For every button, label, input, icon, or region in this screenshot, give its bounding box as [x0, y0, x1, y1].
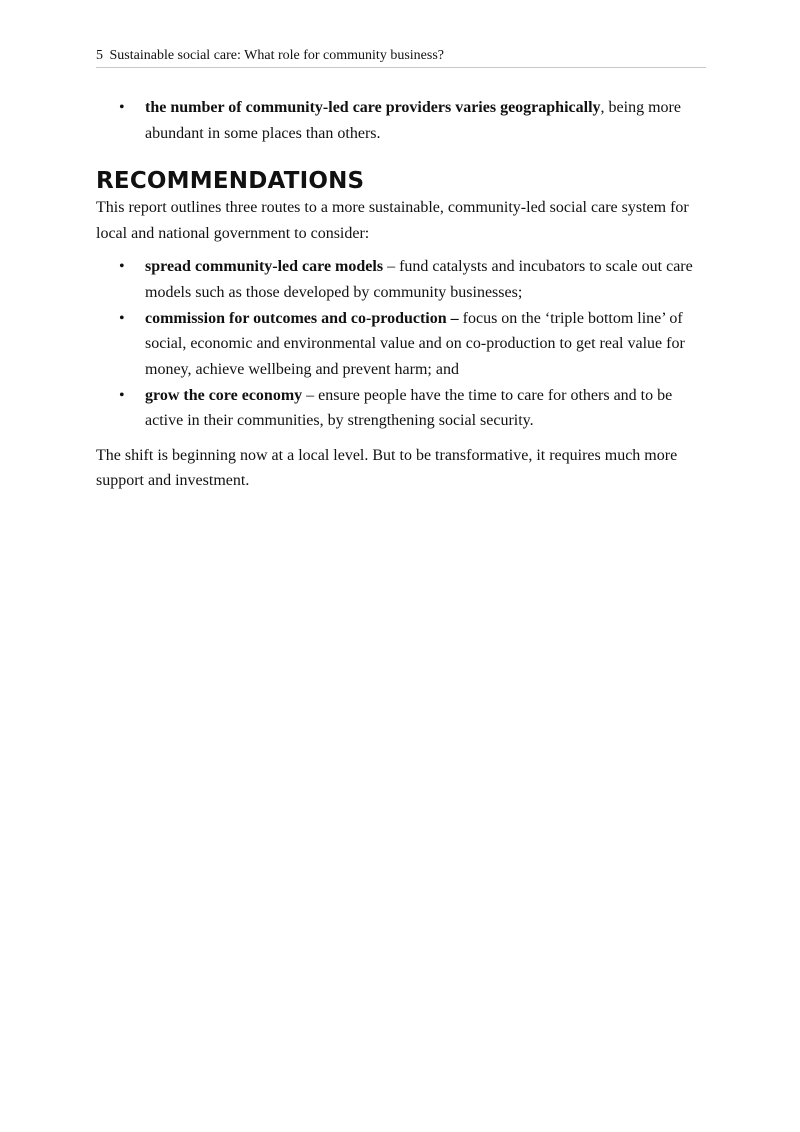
- bullet-icon: •: [119, 258, 125, 275]
- recommendation-text: – ensure people have the time to care for others and to be active in their communities, by strengthening social security.: [145, 386, 673, 429]
- list-item: [96, 383, 708, 434]
- list-item: [96, 306, 708, 383]
- bullet-icon: •: [119, 386, 125, 404]
- recommendation-text: focus on the ‘triple bottom line’ of social, economic and environmental value and on co-production to get real value for money, achieve wellbeing and prevent harm; and: [145, 309, 685, 378]
- list-item: [96, 254, 708, 305]
- main-content: [96, 95, 708, 494]
- running-header: [96, 47, 706, 68]
- bullet-text: , being more abundant in some places than others.: [145, 99, 681, 142]
- bullet-icon: •: [119, 99, 125, 116]
- recommendation-title: commission for outcomes and co-production –: [145, 309, 459, 327]
- recommendation-title: grow the core economy: [145, 386, 303, 404]
- bullet-bold-text: the number of community-led care providers varies geographically: [145, 99, 601, 116]
- list-item: [96, 95, 708, 146]
- page-number: 5: [96, 48, 103, 63]
- section-heading: RECOMMENDATIONS: [96, 168, 365, 194]
- recommendations-list: [96, 254, 708, 434]
- closing-paragraph: The shift is beginning now at a local level. But to be transformative, it requires much more support and investment.: [96, 446, 678, 489]
- recommendations-intro: This report outlines three routes to a more sustainable, community-led social care system for local and national government to consider:: [96, 199, 689, 242]
- recommendation-text: – fund catalysts and incubators to scale out care models such as those developed by community businesses;: [145, 258, 693, 301]
- running-header-title: Sustainable social care: What role for community business?: [109, 48, 444, 63]
- recommendation-title: spread community-led care models: [145, 258, 384, 275]
- bullet-icon: •: [119, 309, 125, 327]
- findings-list: [96, 95, 708, 146]
